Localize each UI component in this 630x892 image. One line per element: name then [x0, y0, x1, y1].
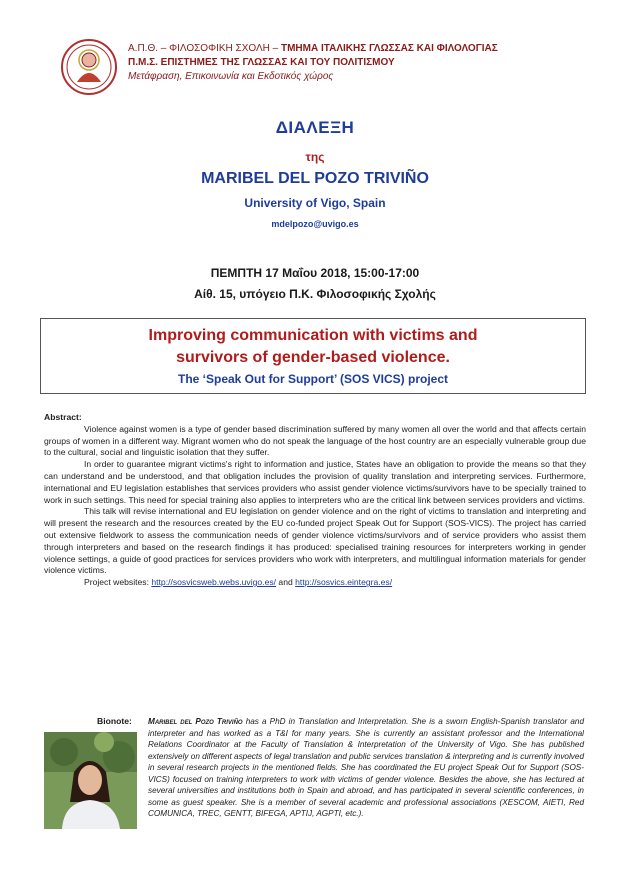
speaker-photo [44, 732, 137, 829]
talk-title-line-2: survivors of gender-based violence. [176, 349, 450, 366]
letterhead [60, 38, 600, 98]
talk-subtitle: The ‘Speak Out for Support’ (SOS VICS) project [177, 372, 449, 386]
abstract-paragraph-2: In order to guarantee migrant victims's right to information and justice, States have an obligation to provide the means so that they can understand and be understood, and that obligation includes the provision of quality translation and interpreting services. Furthermore, international and EU legislation establishes that services providers who assist gender violence victims/survivors have to be specially trained to work in such settings. This need for special training also applies to interpreters who are the critical link between services providers and victims. [44, 459, 586, 505]
talk-title-line-1: Improving communication with victims and [148, 327, 478, 344]
bionote-label: Bionote: [97, 716, 132, 726]
header-line-2: Π.Μ.Σ. ΕΠΙΣΤΗΜΕΣ ΤΗΣ ΓΛΩΣΣΑΣ ΚΑΙ ΤΟΥ ΠΟΛΙΤΙΣΜΟΥ [128, 57, 395, 68]
university-seal-logo [60, 38, 118, 96]
bionote-name: Maribel del Pozo Triviño [148, 717, 243, 726]
header-line-1: Α.Π.Θ. – ΦΙΛΟΣΟΦΙΚΗ ΣΧΟΛΗ – ΤΜΗΜΑ ΙΤΑΛΙΚΗΣ ΓΛΩΣΣΑΣ ΚΑΙ ΦΙΛΟΛΟΓΙΑΣ [128, 43, 498, 54]
event-location: Αίθ. 15, υπόγειο Π.Κ. Φιλοσοφικής Σχολής [194, 287, 436, 301]
project-link-2[interactable]: http://sosvics.eintegra.es/ [295, 577, 393, 588]
speaker-university: University of Vigo, Spain [244, 196, 386, 210]
abstract-label: Abstract: [44, 412, 82, 422]
project-websites: Project websites: http://sosvicsweb.webs.uvigo.es/ and http://sosvics.eintegra.es/ [84, 577, 393, 588]
abstract-section [44, 412, 586, 589]
abstract-paragraph-1: Violence against women is a type of gender based discrimination suffered by many women all over the world and that affects certain groups of women in a different way. Migrant women who do not speak the language of the host country are an especially vulnerable group due to the cultural, social and linguistic isolation that they suffer. [44, 423, 586, 458]
speaker-name: MARIBEL DEL POZO TRIVIÑO [201, 170, 429, 187]
abstract-paragraph-3: This talk will revise international and EU legislation on gender violence and on the right of victims to translation and interpreting and will present the research and the resources created by the EU co-funded project Speak Out for Support (SOS-VICS). The project has carried out extensive fieldwork to assess the communication needs of gender violence victims/survivors and of service providers who assist them through interpreters and based on the research findings it has produced: specialised training resources for interpreters working in gender violence settings, a guide of good practices for services providers who work with interpreters, and multilingual information materials for gender violence victims. [44, 506, 586, 576]
lecture-heading: ΔΙΑΛΕΞΗ [275, 118, 355, 137]
event-date: ΠΕΜΠΤΗ 17 Μαΐου 2018, 15:00-17:00 [210, 266, 420, 280]
speaker-email: mdelpozo@uvigo.es [271, 219, 359, 229]
header-line-3: Μετάφραση, Επικοινωνία και Εκδοτικός χώρος [128, 71, 334, 82]
project-link-1[interactable]: http://sosvicsweb.webs.uvigo.es/ [151, 577, 277, 588]
bionote-text: Maribel del Pozo Triviño has a PhD in Translation and Interpretation. She is a sworn English-Spanish translator and interpreter and has worked as a T&I for many years. She is currently an assistant professor and the International Relations Coordinator at the Faculty of Translation & Interpretation of the University of Vigo. She has published extensively on different aspects of legal translation and public services translation & interpreting and is currently involved in several research projects in the mentioned fields. She has coordinated the EU project Speak Out for Support (SOS-VICS) focused on training interpreters to work with victims of gender violence. Besides the above, she has lectured at several universities and institutions both in Spain and abroad, and has participated in several scientific conferences, in some as guest speaker. She is a member of several academic and professional associations (XESCOM, AIETI, Red COMUNICA, TREC, GENTT, BIFEGA, APTIJ, AGPTI, etc.). [148, 717, 584, 818]
of-label: της [305, 150, 325, 164]
talk-title-box [40, 318, 586, 394]
